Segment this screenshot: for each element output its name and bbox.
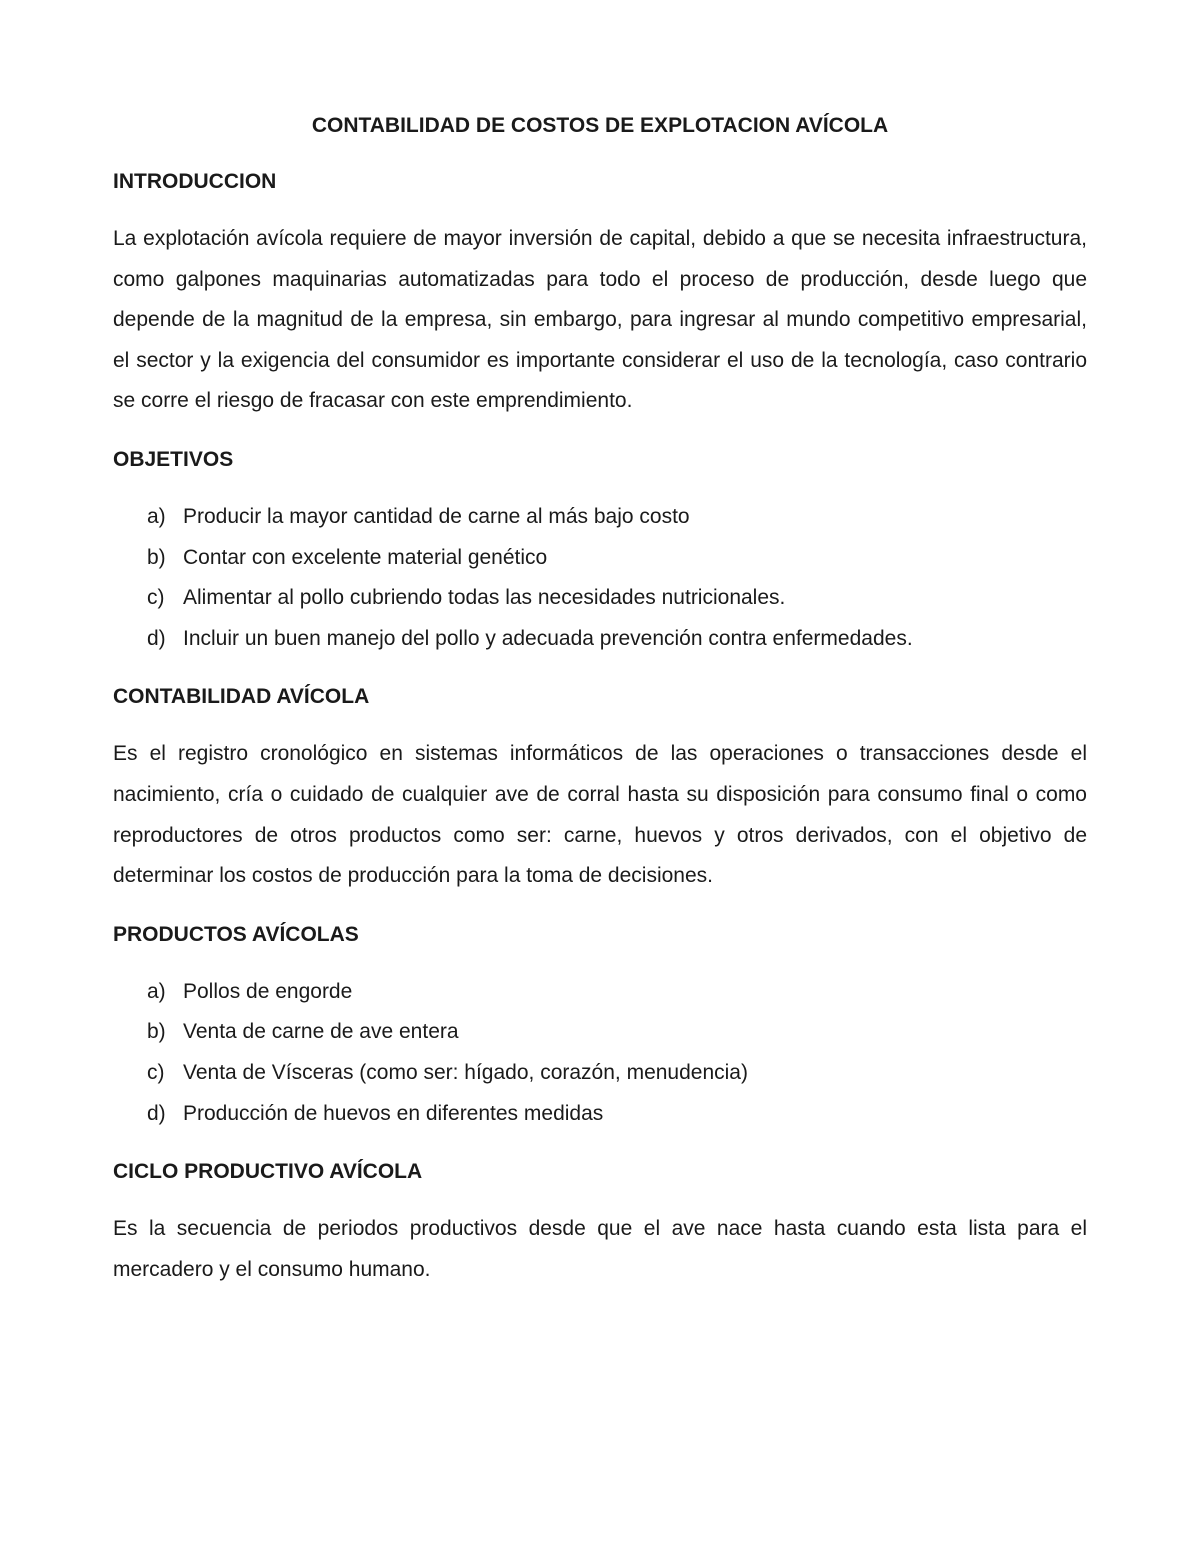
list-objetivos xyxy=(113,497,1087,659)
list-item-text: Producción de huevos en diferentes medidas xyxy=(183,1101,604,1125)
paragraph-contabilidad: Es el registro cronológico en sistemas informáticos de las operaciones o transacciones desde el nacimiento, cría o cuidado de cualquier ave de corral hasta su disposición para consumo final o como reproductores de otros productos como ser: carne, huevos y otros derivados, con el objetivo de determinar los costos de producción para la toma de decisiones. xyxy=(113,742,1087,888)
paragraph-introduccion: La explotación avícola requiere de mayor inversión de capital, debido a que se necesita infraestructura, como galpones maquinarias automatizadas para todo el proceso de producción, desde luego que depende de la magnitud de la empresa, sin embargo, para ingresar al mundo competitivo empresarial, el sector y la exigencia del consumidor es importante considerar el uso de la tecnología, caso contrario se corre el riesgo de fracasar con este emprendimiento. xyxy=(113,227,1087,413)
document-title: CONTABILIDAD DE COSTOS DE EXPLOTACION AVÍCOLA xyxy=(311,114,889,137)
list-item-text: Venta de Vísceras (como ser: hígado, corazón, menudencia) xyxy=(183,1060,748,1084)
list-item xyxy=(113,497,1087,538)
list-item xyxy=(113,619,1087,660)
list-marker: d) xyxy=(147,626,166,650)
paragraph-ciclo: Es la secuencia de periodos productivos desde que el ave nace hasta cuando esta lista para el mercadero y el consumo humano. xyxy=(113,1217,1087,1281)
list-item xyxy=(113,1053,1087,1094)
list-item-text: Contar con excelente material genético xyxy=(183,545,548,569)
list-item xyxy=(113,972,1087,1013)
list-marker: b) xyxy=(147,1020,166,1044)
list-marker: d) xyxy=(147,1101,166,1125)
document-page xyxy=(113,108,1087,1310)
list-item-text: Alimentar al pollo cubriendo todas las necesidades nutricionales. xyxy=(183,586,786,610)
list-marker: c) xyxy=(147,1060,165,1084)
list-marker: a) xyxy=(147,504,166,528)
list-marker: c) xyxy=(147,586,165,610)
list-productos xyxy=(113,972,1087,1134)
section-heading-ciclo: CICLO PRODUCTIVO AVÍCOLA xyxy=(113,1160,423,1184)
list-item-text: Incluir un buen manejo del pollo y adecuada prevención contra enfermedades. xyxy=(183,626,913,650)
section-heading-introduccion: INTRODUCCION xyxy=(113,170,277,193)
list-item-text: Producir la mayor cantidad de carne al más bajo costo xyxy=(183,504,690,528)
list-marker: a) xyxy=(147,979,166,1003)
list-item-text: Pollos de engorde xyxy=(183,979,353,1003)
list-item xyxy=(113,578,1087,619)
list-item-text: Venta de carne de ave entera xyxy=(183,1020,459,1044)
section-heading-contabilidad: CONTABILIDAD AVÍCOLA xyxy=(113,685,370,709)
list-marker: b) xyxy=(147,545,166,569)
section-heading-productos: PRODUCTOS AVÍCOLAS xyxy=(113,922,359,946)
section-heading-objetivos: OBJETIVOS xyxy=(113,447,234,471)
list-item xyxy=(113,538,1087,579)
list-item xyxy=(113,1094,1087,1135)
list-item xyxy=(113,1012,1087,1053)
